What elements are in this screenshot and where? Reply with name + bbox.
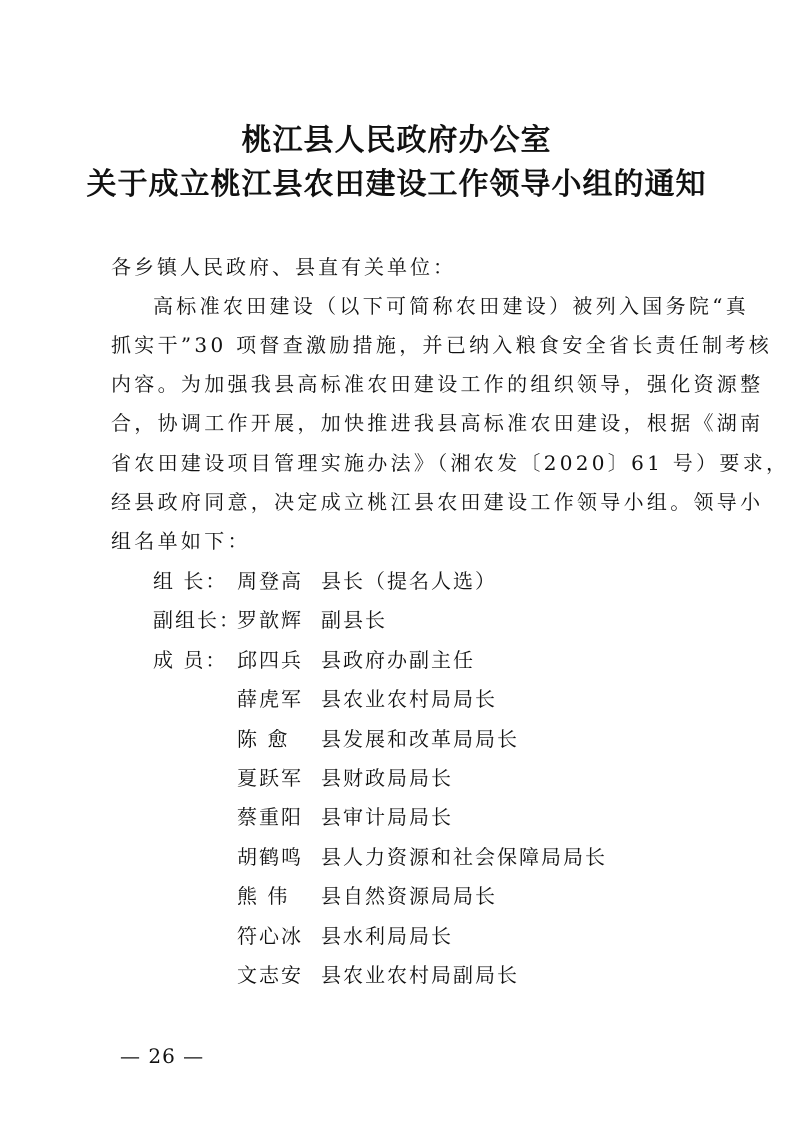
salutation: 各乡镇人民政府、县直有关单位：	[111, 255, 456, 279]
member-role: 成 员：	[153, 648, 228, 672]
member-post: 县政府办副主任	[321, 648, 475, 672]
body-line: 抓实干”30 项督查激励措施，并已纳入粮食安全省长责任制考核	[111, 333, 773, 357]
member-name: 胡鹤鸣	[237, 845, 303, 869]
member-name: 薛虎军	[237, 687, 303, 711]
member-role: 副组长：	[153, 608, 241, 632]
member-post: 副县长	[321, 608, 387, 632]
member-post: 县农业农村局副局长	[321, 963, 519, 987]
member-post: 县人力资源和社会保障局局长	[321, 845, 607, 869]
member-post: 县水利局局长	[321, 924, 453, 948]
body-line: 合，协调工作开展，加快推进我县高标准农田建设，根据《湖南	[111, 411, 764, 435]
member-post: 县自然资源局局长	[321, 884, 497, 908]
document-title-line-1: 桃江县人民政府办公室	[241, 123, 552, 158]
body-line: 内容。为加强我县高标准农田建设工作的组织领导，强化资源整	[111, 372, 764, 396]
member-name: 熊 伟	[237, 884, 290, 908]
member-post: 县财政局局长	[321, 766, 453, 790]
member-name: 文志安	[237, 963, 303, 987]
member-name: 罗歆辉	[237, 608, 303, 632]
body-line: 高标准农田建设（以下可简称农田建设）被列入国务院“真	[153, 294, 750, 318]
member-name: 夏跃军	[237, 766, 303, 790]
page-number: — 26 —	[120, 1044, 205, 1068]
body-line: 省农田建设项目管理实施办法》（湘农发〔2020〕61 号）要求，	[111, 451, 790, 475]
member-post: 县长（提名人选）	[321, 569, 497, 593]
member-role: 组 长：	[153, 569, 228, 593]
document-title-line-2: 关于成立桃江县农田建设工作领导小组的通知	[86, 167, 707, 202]
member-post: 县农业农村局局长	[321, 687, 497, 711]
member-post: 县发展和改革局局长	[321, 727, 519, 751]
body-line: 组名单如下：	[111, 529, 251, 553]
member-name: 邱四兵	[237, 648, 303, 672]
member-name: 蔡重阳	[237, 805, 303, 829]
member-post: 县审计局局长	[321, 805, 453, 829]
member-name: 周登高	[237, 569, 303, 593]
member-name: 符心冰	[237, 924, 303, 948]
member-name: 陈 愈	[237, 727, 290, 751]
body-line: 经县政府同意，决定成立桃江县农田建设工作领导小组。领导小	[111, 490, 764, 514]
